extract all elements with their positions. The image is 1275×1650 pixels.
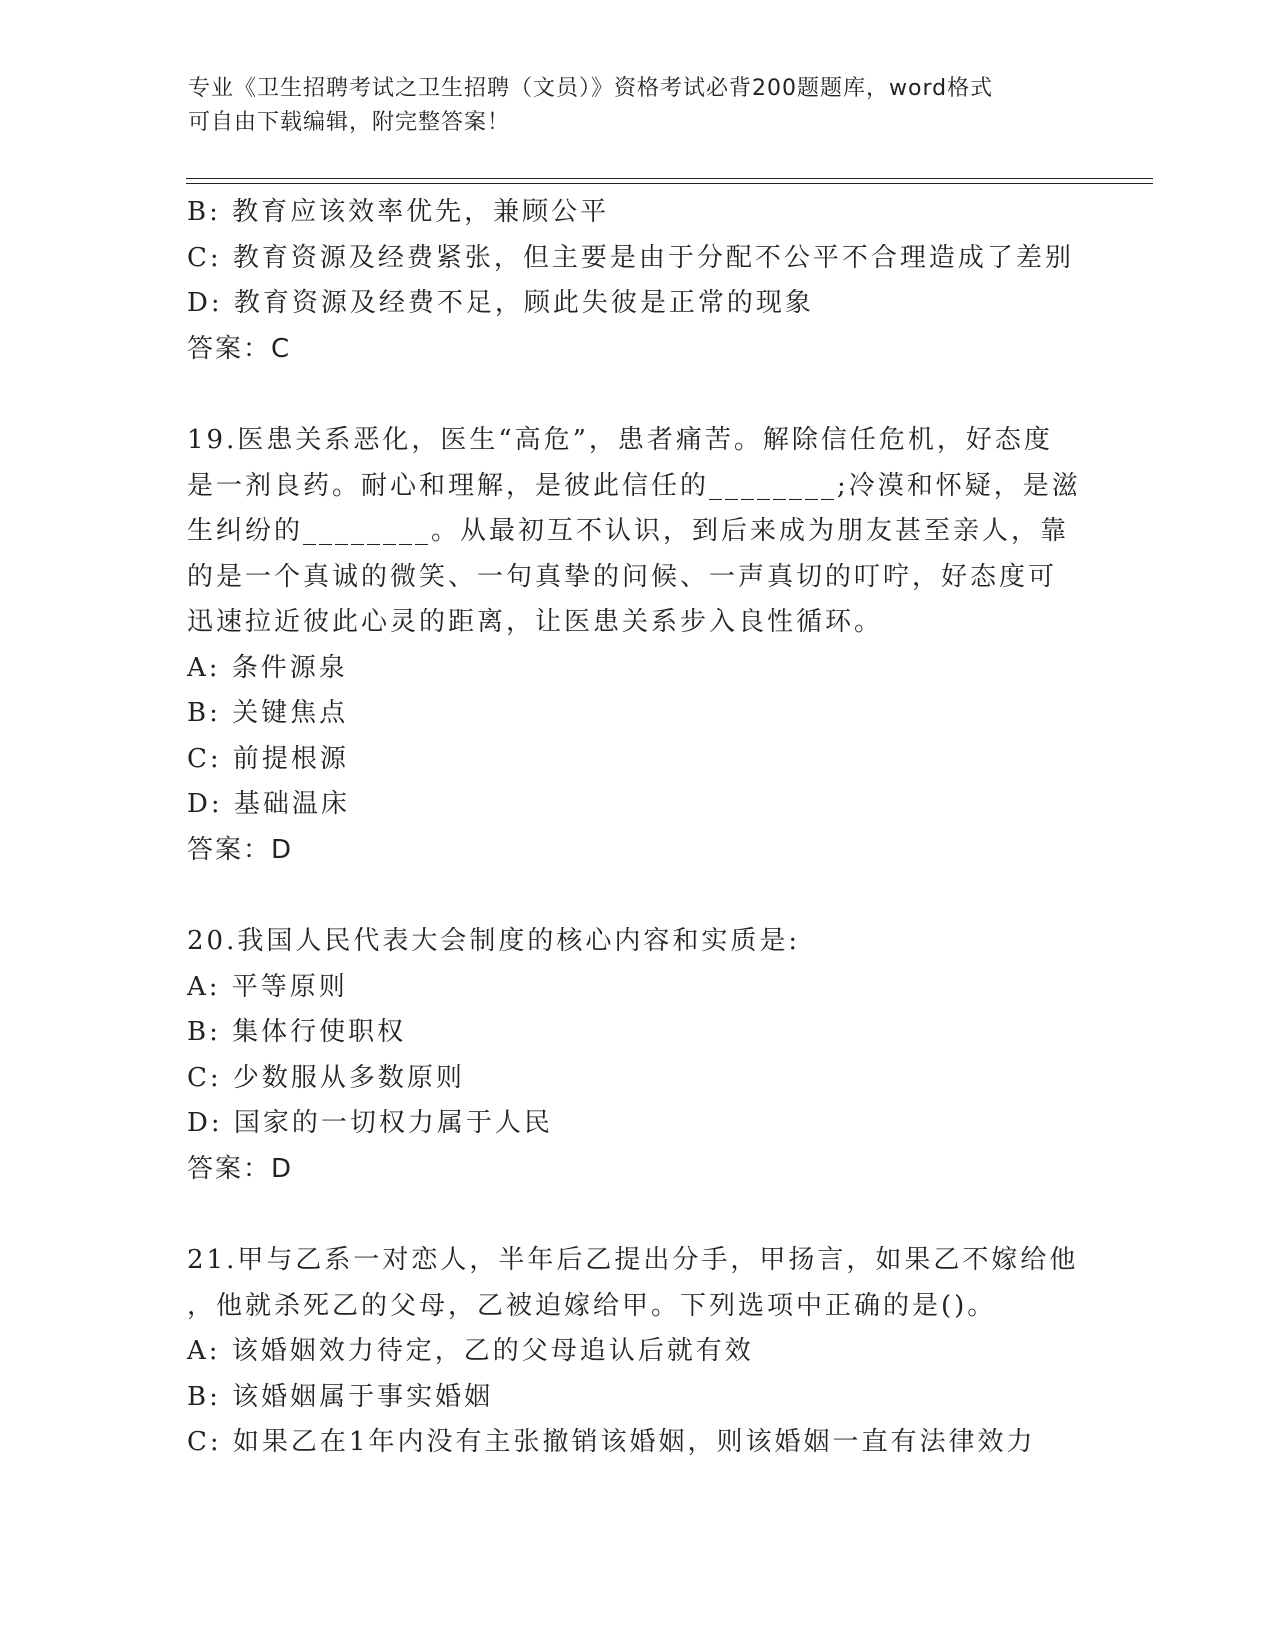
- option-b: B: 教育应该效率优先，兼顾公平: [187, 197, 610, 227]
- header-rule-bottom: [186, 183, 1153, 184]
- spacer: [187, 372, 1087, 418]
- question-19-stem-line-5: 迅速拉近彼此心灵的距离，让医患关系步入良性循环。: [187, 607, 884, 637]
- header-title-line-2: 可自由下载编辑，附完整答案！: [188, 110, 511, 135]
- header-title-line-1: 专业《卫生招聘考试之卫生招聘（文员）》资格考试必背200题题库，word格式: [188, 76, 994, 101]
- option-c: C: 前提根源: [187, 743, 349, 774]
- question-19: [187, 418, 1087, 873]
- option-a: A: 该婚姻效力待定，乙的父母追认后就有效: [187, 1336, 754, 1366]
- answer-18: 答案：C: [187, 333, 292, 364]
- header-rule-top: [186, 178, 1153, 179]
- option-c: C: 如果乙在1年内没有主张撤销该婚姻，则该婚姻一直有法律效力: [187, 1427, 1036, 1457]
- question-21-stem-line-2: ，他就杀死乙的父母，乙被迫嫁给甲。下列选项中正确的是()。: [187, 1290, 997, 1321]
- document-header: [188, 72, 1068, 140]
- question-18-continued: [187, 190, 1087, 372]
- question-19-stem-line-4: 的是一个真诚的微笑、一句真挚的问候、一声真切的叮咛，好态度可: [187, 561, 1058, 592]
- option-d: D: 国家的一切权力属于人民: [187, 1108, 553, 1138]
- question-20-stem: 20.我国人民代表大会制度的核心内容和实质是:: [187, 926, 801, 956]
- question-21-stem-line-1: 21.甲与乙系一对恋人，半年后乙提出分手，甲扬言，如果乙不嫁给他: [187, 1245, 1079, 1275]
- answer-20: 答案：D: [187, 1153, 294, 1184]
- option-a: A: 条件源泉: [187, 652, 348, 683]
- question-19-stem-line-1: 19.医患关系恶化，医生“高危”，患者痛苦。解除信任危机，好态度: [187, 425, 1053, 455]
- question-21: [187, 1238, 1087, 1466]
- spacer: [187, 873, 1087, 919]
- option-c: C: 教育资源及经费紧张，但主要是由于分配不公平不合理造成了差别: [187, 242, 1074, 273]
- question-19-stem-line-3: 生纠纷的________。从最初互不认识，到后来成为朋友甚至亲人，靠: [187, 516, 1070, 546]
- document-body: [187, 190, 1087, 1466]
- option-d: D: 基础温床: [187, 789, 350, 819]
- option-d: D: 教育资源及经费不足，顾此失彼是正常的现象: [187, 288, 814, 318]
- option-c: C: 少数服从多数原则: [187, 1062, 465, 1093]
- option-b: B: 该婚姻属于事实婚姻: [187, 1381, 494, 1412]
- spacer: [187, 1192, 1087, 1238]
- option-a: A: 平等原则: [187, 971, 348, 1002]
- option-b: B: 集体行使职权: [187, 1017, 407, 1047]
- option-b: B: 关键焦点: [187, 698, 349, 728]
- question-19-stem-line-2: 是一剂良药。耐心和理解，是彼此信任的________;冷漠和怀疑，是滋: [187, 470, 1081, 501]
- question-20: [187, 919, 1087, 1192]
- answer-19: 答案：D: [187, 834, 294, 865]
